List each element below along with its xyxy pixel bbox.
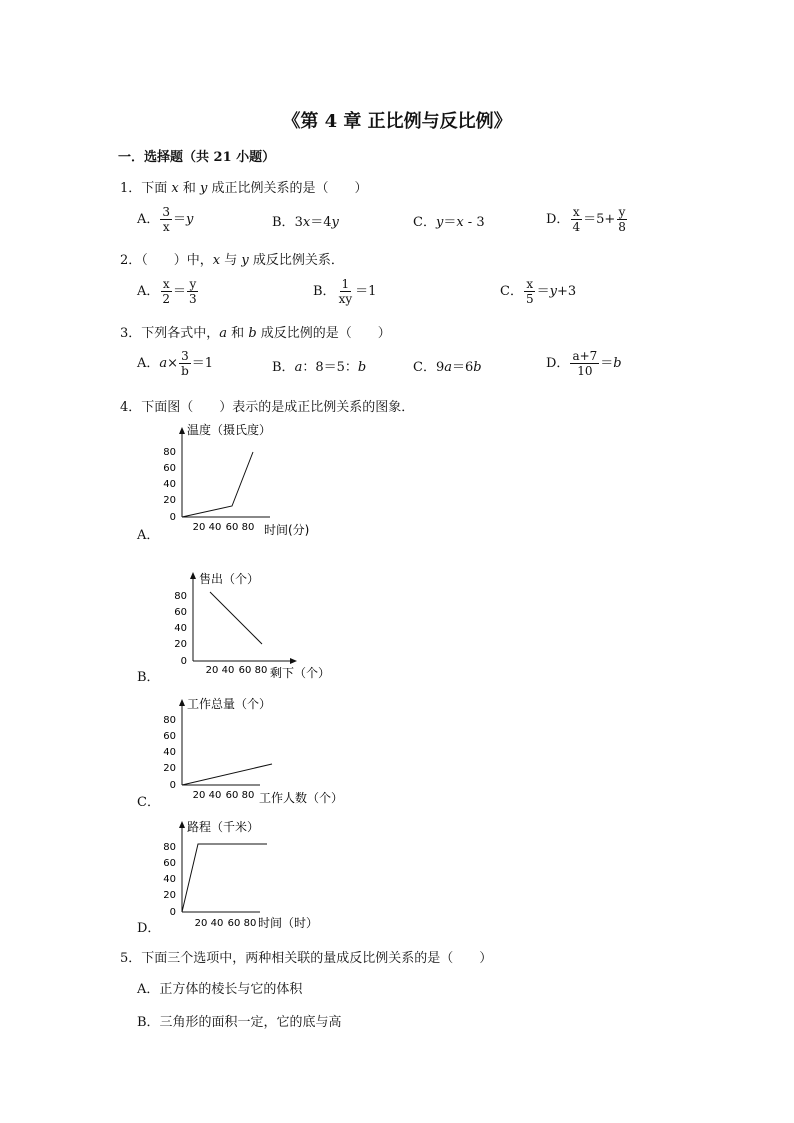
graph-d-xtick: 60 [227, 918, 241, 929]
graph-a-ytick: 20 [163, 495, 176, 506]
question-3-stem: 3．下列各式中，a 和 b 成反比例的是（ ） [120, 326, 391, 341]
graph-c [160, 694, 360, 809]
graph-c-xtick: 60 [225, 790, 239, 801]
question-2-stem: 2．（ ）中，x 与 y 成反比例关系． [120, 253, 344, 268]
question-3-option-b[interactable]: B．a：8＝5：b [272, 360, 367, 375]
graph-a-xtick: 20 [192, 522, 206, 533]
graph-b-line [210, 592, 262, 644]
graph-b-ytick: 60 [174, 607, 187, 618]
graph-a-line [182, 452, 253, 517]
graph-a-ytick: 80 [163, 447, 176, 458]
question-3-option-a[interactable]: A．a× $\frac{3}{b}$ ＝1 [137, 349, 214, 378]
graph-a-xtick: 40 [208, 522, 222, 533]
graph-c-y-arrow [179, 699, 185, 706]
graph-d-ytick: 0 [169, 907, 176, 918]
question-4-stem: 4．下面图（ ）表示的是成正比例关系的图象． [120, 400, 415, 415]
question-4-option-c[interactable]: C． [137, 795, 160, 810]
question-1-option-d[interactable]: D． $\frac{x}{4}$ ＝5+ $\frac{y}{8}$ [546, 205, 626, 234]
graph-c-ytick: 60 [163, 731, 176, 742]
question-1-option-b[interactable]: B．3x＝4y [272, 215, 339, 230]
question-5-option-b[interactable]: B．三角形的面积一定，它的底与高 [137, 1015, 342, 1030]
question-5-option-a[interactable]: A．正方体的棱长与它的体积 [137, 982, 303, 997]
question-3-option-c[interactable]: C．9a＝6b [413, 360, 482, 375]
graph-d-xtick: 20 [194, 918, 208, 929]
graph-a-ytick: 40 [163, 479, 176, 490]
question-2-option-c[interactable]: C． $\frac{x}{5}$ ＝y+3 [500, 277, 577, 306]
graph-c-xtick: 20 [192, 790, 206, 801]
graph-d-ylabel: 路程（千米） [187, 820, 260, 834]
graph-b-xtick: 40 [221, 665, 235, 676]
graph-a-ytick: 60 [163, 463, 176, 474]
page-title: 《第 4 章 正比例与反比例》 [282, 111, 512, 132]
question-1-stem: 1．下面 x 和 y 成正比例关系的是（ ） [120, 181, 368, 196]
graph-d-xlabel: 时间（时） [258, 916, 319, 930]
graph-d-xtick: 40 [210, 918, 224, 929]
graph-b-ytick: 80 [174, 591, 187, 602]
graph-b-ytick: 40 [174, 623, 187, 634]
graph-c-ytick: 0 [169, 780, 176, 791]
question-4-option-d[interactable]: D． [137, 921, 161, 936]
graph-a-ylabel: 温度（摄氏度） [187, 423, 272, 437]
graph-a-xtick: 60 [225, 522, 239, 533]
graph-b-ylabel: 售出（个） [199, 572, 260, 586]
graph-c-xtick: 80 [241, 790, 255, 801]
graph-b-y-arrow [190, 572, 196, 579]
graph-b-xtick: 60 [238, 665, 252, 676]
question-1-option-a[interactable]: A． $\frac{3}{x}$ ＝y [137, 205, 194, 234]
graph-b-xtick: 20 [205, 665, 219, 676]
graph-c-line [182, 764, 272, 785]
graph-c-ylabel: 工作总量（个） [187, 697, 272, 711]
graph-d-ytick: 80 [163, 842, 176, 853]
graph-d [160, 816, 360, 934]
graph-d-ytick: 20 [163, 890, 176, 901]
graph-b [170, 567, 370, 687]
graph-b-ytick: 0 [180, 656, 187, 667]
graph-d-y-arrow [179, 821, 185, 828]
graph-a-y-arrow [179, 427, 185, 434]
question-1-option-c[interactable]: C．y＝x - 3 [413, 215, 485, 230]
graph-c-ytick: 40 [163, 747, 176, 758]
graph-b-x-arrow [290, 658, 297, 664]
question-4-option-b[interactable]: B． [137, 670, 160, 685]
graph-c-ytick: 20 [163, 763, 176, 774]
graph-a-xlabel: 时间(分) [264, 523, 310, 537]
section-heading: 一．选择题（共 21 小题） [118, 150, 276, 165]
graph-b-ytick: 20 [174, 639, 187, 650]
graph-c-ytick: 80 [163, 715, 176, 726]
question-5-stem: 5．下面三个选项中，两种相关联的量成反比例关系的是（ ） [120, 951, 493, 966]
question-2-option-a[interactable]: A． $\frac{x}{2}$ ＝ $\frac{y}{3}$ [137, 277, 197, 306]
question-4-option-a[interactable]: A． [137, 528, 160, 543]
graph-a-ytick: 0 [169, 512, 176, 523]
graph-d-line [182, 844, 267, 912]
graph-d-ytick: 60 [163, 858, 176, 869]
graph-c-xtick: 40 [208, 790, 222, 801]
graph-c-xlabel: 工作人数（个） [259, 791, 344, 805]
graph-b-xlabel: 剩下（个） [270, 666, 331, 680]
graph-a-xtick: 80 [241, 522, 255, 533]
graph-a [160, 420, 360, 545]
question-2-option-b[interactable]: B． $\frac{1}{xy}$ ＝1 [313, 277, 377, 306]
graph-d-xtick: 80 [243, 918, 257, 929]
question-3-option-d[interactable]: D． $\frac{a+7}{10}$ ＝b [546, 349, 622, 378]
graph-b-xtick: 80 [254, 665, 268, 676]
graph-d-ytick: 40 [163, 874, 176, 885]
